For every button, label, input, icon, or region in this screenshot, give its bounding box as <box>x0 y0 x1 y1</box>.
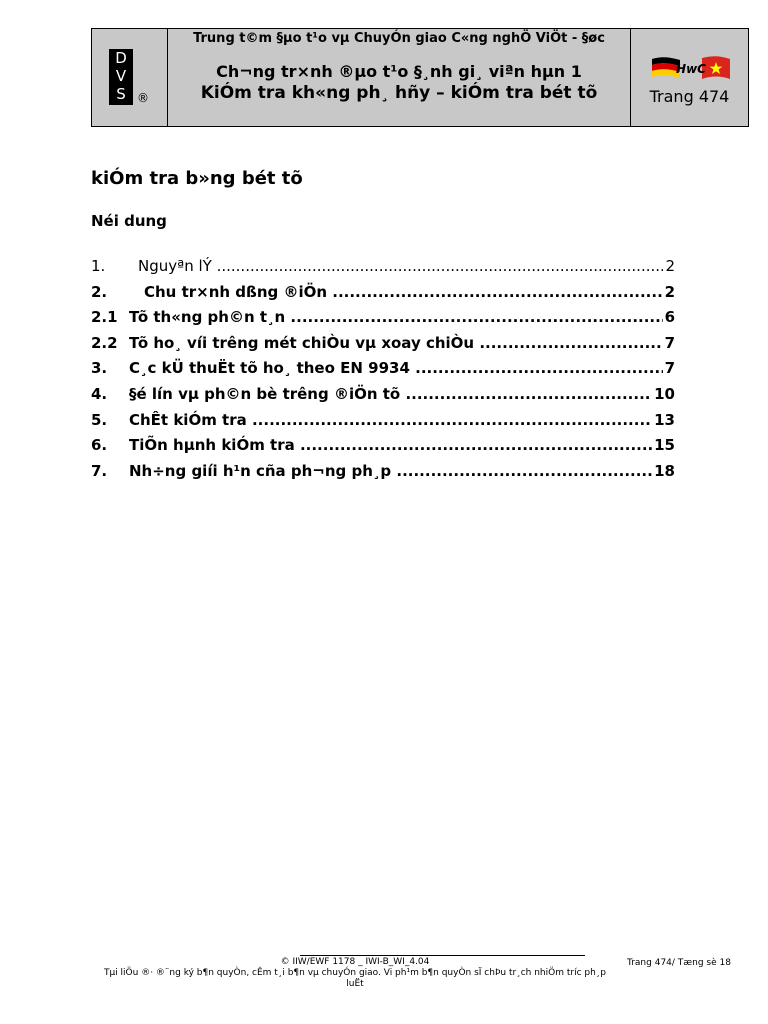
vietnam-flag-icon <box>702 56 730 79</box>
document-header <box>91 28 749 127</box>
toc-entry[interactable] <box>91 256 675 282</box>
header-page-number: Trang 474 <box>649 87 730 106</box>
toc-entry-number: 1. <box>91 257 106 275</box>
section-title: kiÓm tra b»ng bét tõ <box>91 168 303 189</box>
toc-entry-page: 2 <box>664 282 675 301</box>
toc-entry-number: 4. <box>91 384 108 403</box>
logo-letter: D <box>115 49 127 67</box>
toc-entry[interactable] <box>91 435 675 461</box>
hwc-logo-text: HwC <box>676 62 706 76</box>
toc-entry-number: 2.2 <box>91 333 118 352</box>
toc-entry-number: 3. <box>91 359 108 378</box>
toc-entry[interactable] <box>91 358 675 384</box>
toc-entry-title: §é lín vµ ph©n bè trêng ®iÖn tõ ..... <box>129 384 675 405</box>
toc-entry-title: Chu tr×nh dßng ®iÖn ..... <box>144 282 675 303</box>
toc-entry-number: 7. <box>91 461 108 480</box>
toc-entry-page: 7 <box>664 359 675 378</box>
toc-entry-number: 2. <box>91 282 108 301</box>
toc-entry-title: Nguyªn lÝ ..... <box>138 256 675 277</box>
footer-notice: Tµi liÖu ®· ®¨ng ký b¶n quyÒn, cÊm t¸i b¶n vµ chuyÓn giao. Vi ph¹m b¶n quyÒn sÏ chÞu tr¸ch nhiÖm tríc ph¸p luËt <box>103 968 607 989</box>
organization-name: Trung t©m §µo t¹o vµ ChuyÓn giao C«ng nghÖ ViÖt - §øc <box>193 31 605 46</box>
header-title-cell <box>168 29 631 126</box>
header-page-cell <box>631 29 748 126</box>
toc-entry-page: 6 <box>664 308 675 327</box>
logo-letter: S <box>116 85 126 103</box>
table-of-contents <box>91 256 675 486</box>
toc-entry-page: 15 <box>654 436 675 455</box>
footer-copyright: © IIW/EWF 1178 _ IWI-B_WI_4.04 <box>280 957 430 967</box>
toc-entry-number: 2.1 <box>91 308 118 327</box>
toc-entry-title: ChÊt kiÓm tra ..... <box>129 410 675 431</box>
toc-entry[interactable] <box>91 461 675 487</box>
footer-divider <box>300 955 585 956</box>
toc-entry-title: TiÕn hµnh kiÓm tra ..... <box>129 435 675 456</box>
footer-copyright-block <box>100 957 610 990</box>
toc-entry[interactable] <box>91 333 675 359</box>
toc-entry-page: 13 <box>654 410 675 429</box>
toc-entry[interactable] <box>91 384 675 410</box>
document-title: KiÓm tra kh«ng ph¸ hñy – kiÓm tra bét tõ <box>200 83 598 103</box>
toc-entry[interactable] <box>91 282 675 308</box>
contents-heading: Néi dung <box>91 212 167 230</box>
logo-letter: V <box>115 67 127 85</box>
course-name: Ch¬ng tr×nh ®µo t¹o §¸nh gi¸ viªn hµn 1 <box>216 62 582 81</box>
registered-mark: ® <box>137 91 149 105</box>
toc-entry-page: 18 <box>654 461 675 480</box>
logo-cell <box>92 29 168 126</box>
toc-entry-title: Nh÷ng giíi h¹n cña ph¬ng ph¸p ..... <box>129 461 675 482</box>
toc-entry-number: 5. <box>91 410 108 429</box>
toc-entry-title: Tõ ho¸ víi trêng mét chiÒu vµ xoay chiÒu ..... <box>129 333 675 354</box>
toc-entry-page: 10 <box>654 384 675 403</box>
toc-entry-page: 7 <box>664 333 675 352</box>
toc-entry-title: Tõ th«ng ph©n t¸n ..... <box>129 307 675 328</box>
dvs-logo <box>109 49 133 105</box>
toc-entry[interactable] <box>91 410 675 436</box>
toc-entry-number: 6. <box>91 436 108 455</box>
footer-page-total: Trang 474/ Tæng sè 18 <box>627 958 731 968</box>
toc-entry-page: 2 <box>665 257 675 275</box>
toc-entry-title: C¸c kÜ thuËt tõ ho¸ theo EN 9934 ..... <box>129 358 675 379</box>
hwc-flags-logo <box>650 53 732 85</box>
toc-entry[interactable] <box>91 307 675 333</box>
